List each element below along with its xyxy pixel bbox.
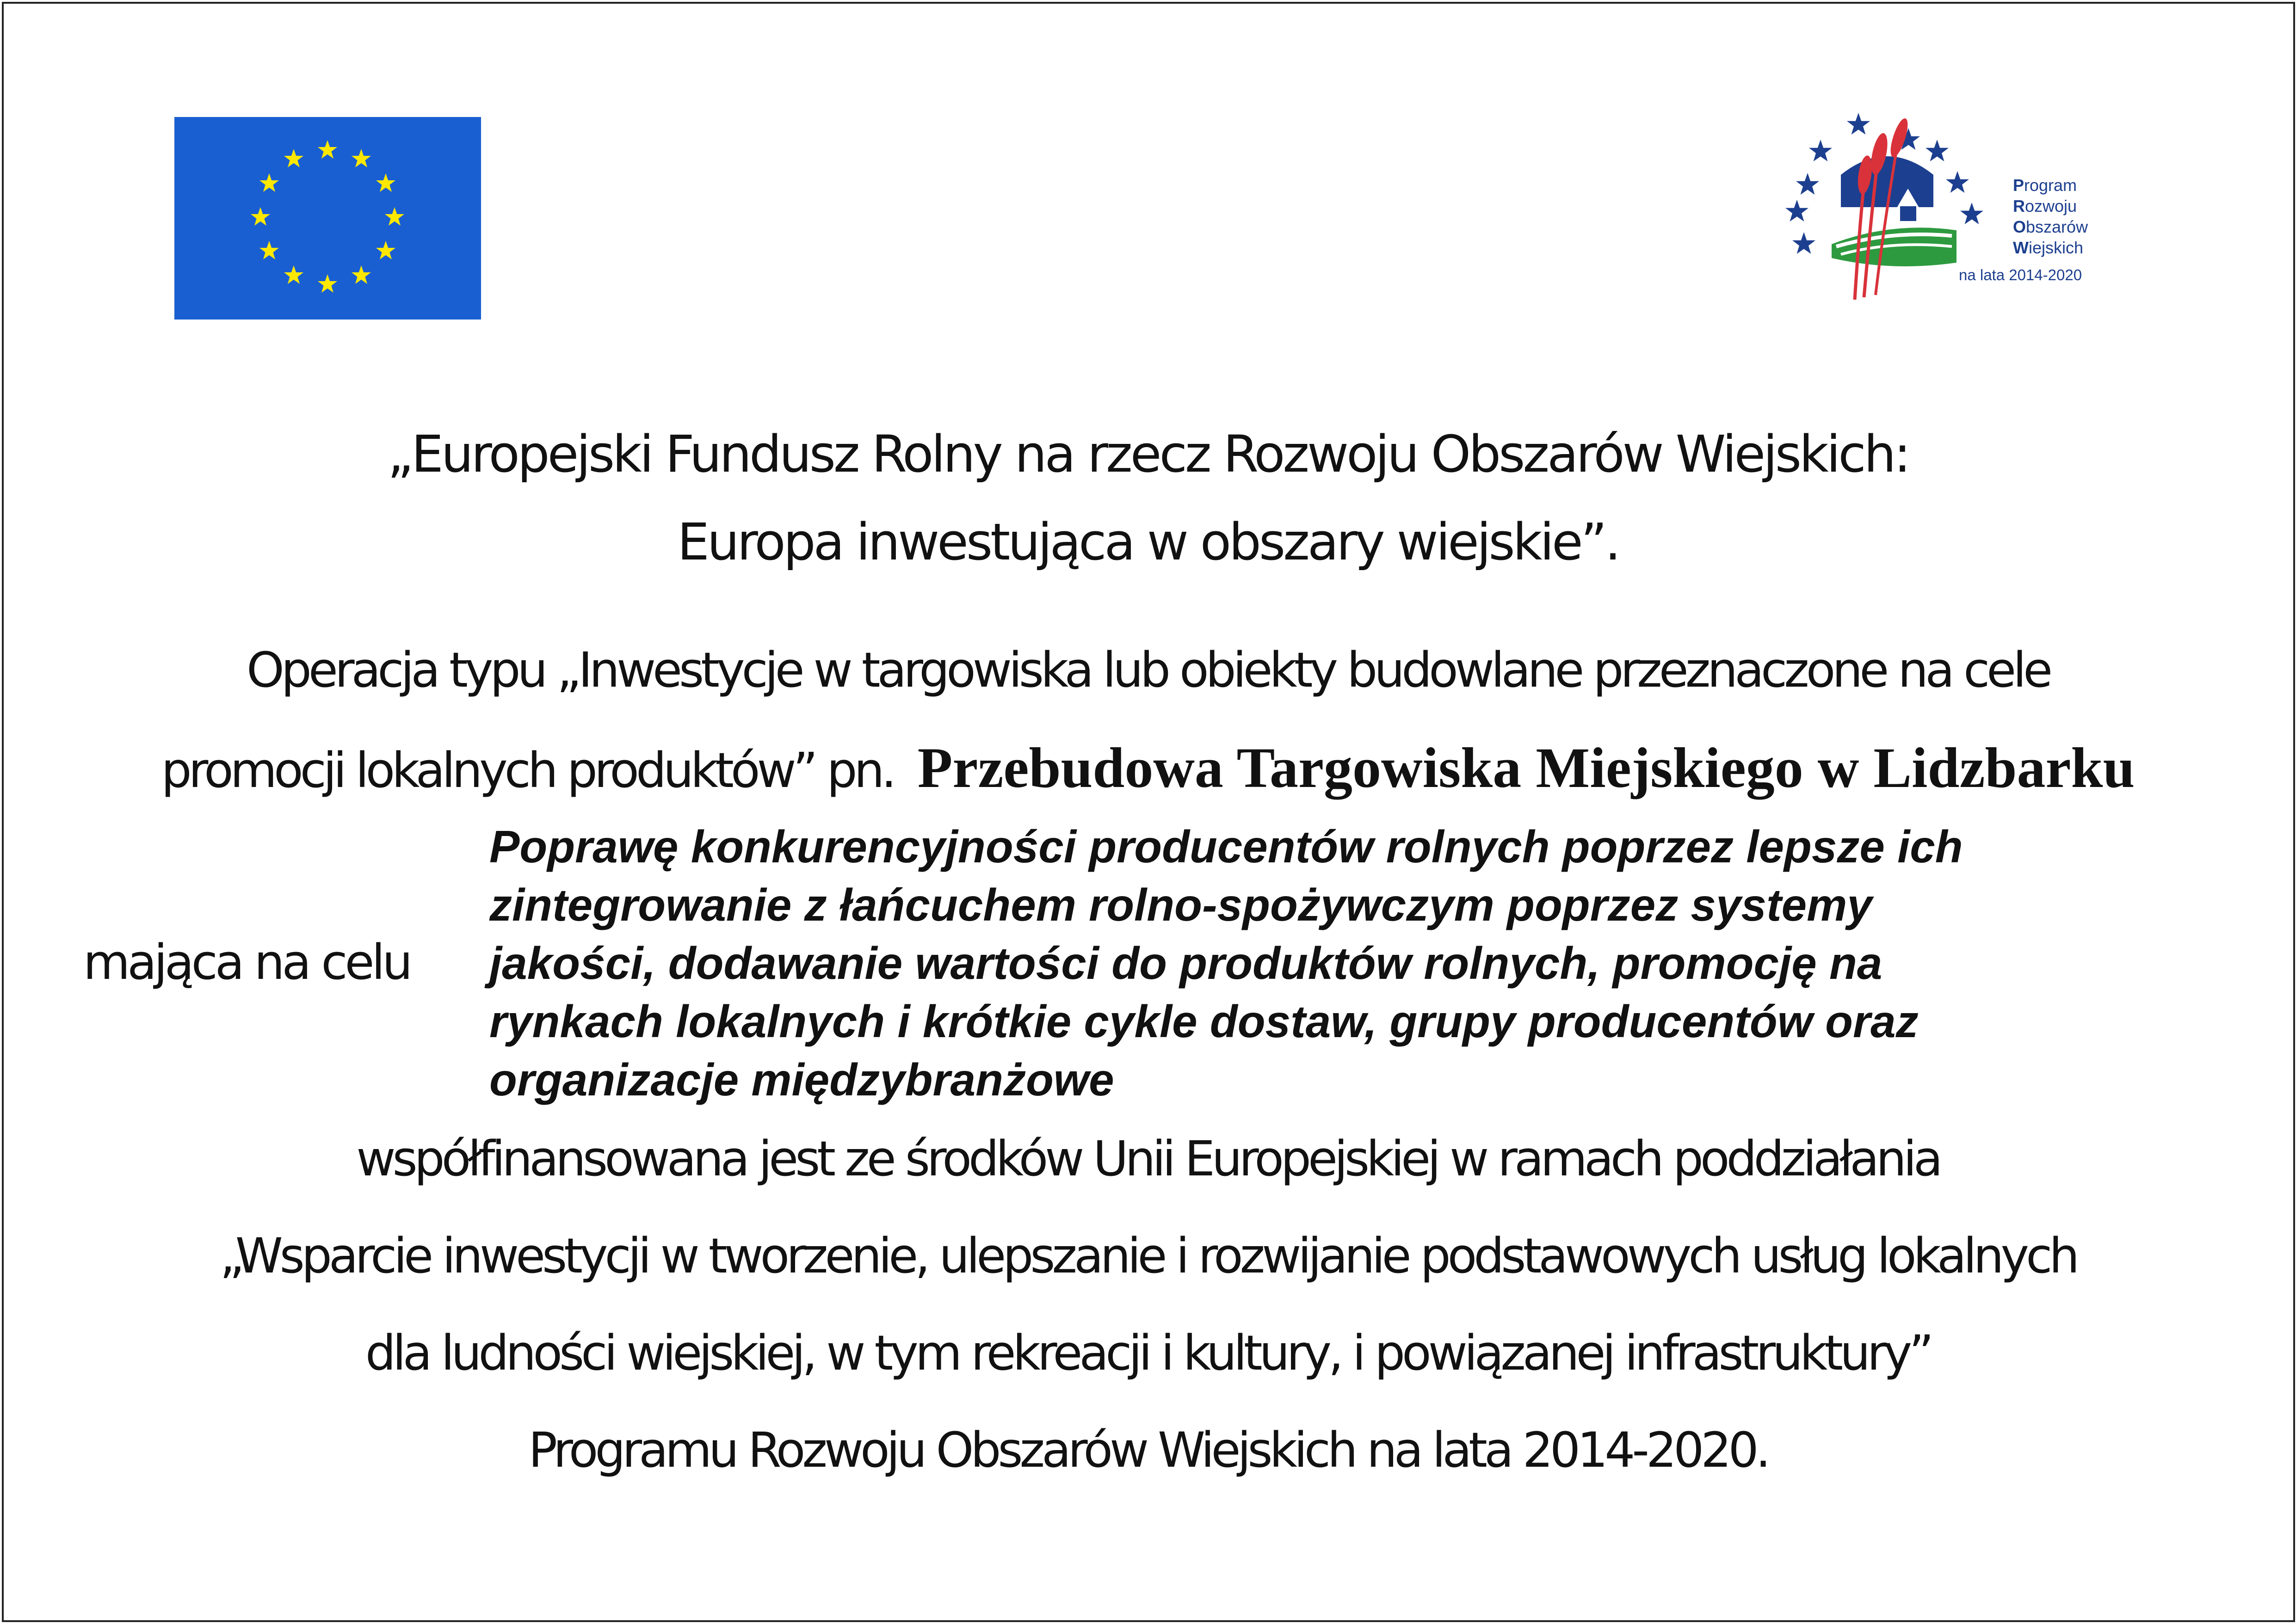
operation-line-2: [0, 735, 2296, 801]
funding-line-4: Programu Rozwoju Obszarów Wiejskich na lata 2014-2020.: [528, 1422, 1768, 1478]
prow-years: na lata 2014-2020: [1959, 266, 2082, 283]
aim-line: organizacje międzybranżowe: [489, 1054, 1114, 1105]
prow-logo: [1785, 105, 2109, 304]
prow-line3-cap: O: [2013, 217, 2026, 236]
prow-line1-rest: rogram: [2024, 176, 2077, 195]
prow-logo-icon: [1785, 105, 1989, 304]
aim-label: mająca na celu: [83, 934, 410, 990]
prow-line4-cap: W: [2013, 238, 2029, 257]
aim-line: rynkach lokalnych i krótkie cykle dostaw, grupy producentów oraz: [489, 996, 1919, 1047]
heading-line-1: „Europejski Fundusz Rolny na rzecz Rozwoju Obszarów Wiejskich:: [387, 424, 1909, 484]
funding-line-1: współfinansowana jest ze środków Unii Europejskiej w ramach poddziałania: [356, 1131, 1940, 1187]
aim-line: Poprawę konkurencyjności producentów rolnych poprzez lepsze ich: [489, 821, 1963, 872]
prow-line4-rest: iejskich: [2028, 238, 2084, 257]
prow-line2-rest: ozwoju: [2025, 197, 2077, 215]
funding-line-3: dla ludności wiejskiej, w tym rekreacji i kultury, i powiązanej infrastruktury”: [365, 1325, 1931, 1381]
prow-logo-text: [2013, 175, 2088, 258]
aim-text: [489, 818, 2201, 1109]
operation-line-2-prefix: promocji lokalnych produktów” pn.: [161, 742, 894, 799]
heading-line-2: Europa inwestująca w obszary wiejskie”.: [677, 512, 1619, 572]
prow-line2-cap: R: [2013, 197, 2025, 215]
aim-line: jakości, dodawanie wartości do produktów rolnych, promocję na: [489, 938, 1882, 989]
aim-line: zintegrowanie z łańcuchem rolno-spożywczym poprzez systemy: [489, 879, 1872, 930]
project-name: Przebudowa Targowiska Miejskiego w Lidzbarku: [917, 736, 2135, 799]
prow-line1-cap: P: [2013, 176, 2024, 195]
funding-line-2: „Wsparcie inwestycji w tworzenie, ulepszanie i rozwijanie podstawowych usług lokalnych: [219, 1228, 2077, 1284]
prow-line3-rest: bszarów: [2026, 217, 2088, 236]
eu-flag-icon: [174, 117, 481, 320]
operation-line-1: Operacja typu „Inwestycje w targowiska lub obiekty budowlane przeznaczone na cele: [246, 642, 2050, 698]
